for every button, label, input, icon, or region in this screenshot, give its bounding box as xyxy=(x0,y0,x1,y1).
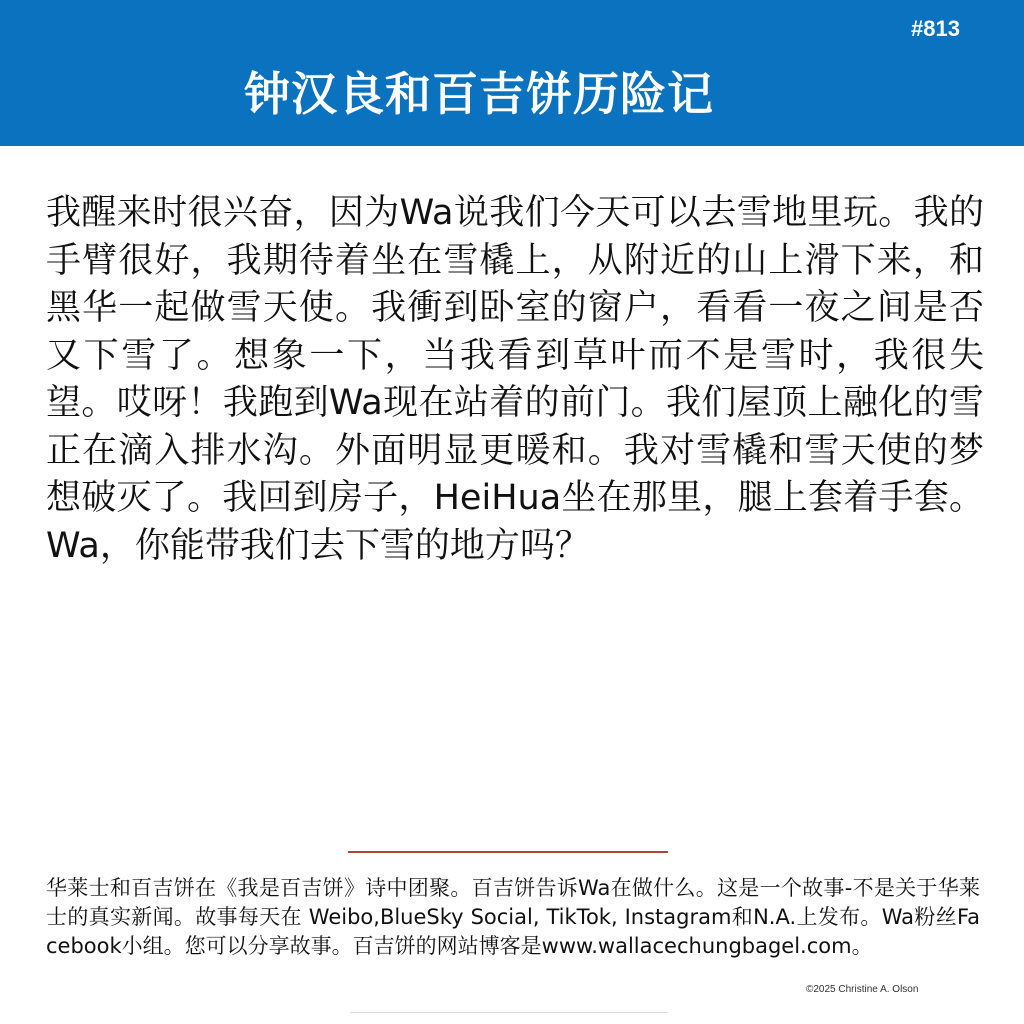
episode-number: #813 xyxy=(911,16,960,41)
page-title: 钟汉良和百吉饼历险记 xyxy=(244,67,714,121)
footer-note: 华莱士和百吉饼在《我是百吉饼》诗中团聚。百吉饼告诉Wa在做什么。这是一个故事-不是关于华莱士的真实新闻。故事每天在 Weibo,BlueSky Social, TikTok, Instagram和N.A.上发布。Wa粉丝Facebook小组。您可以分享故事。百吉饼的网站博客是www.wallacechungbagel.com。 xyxy=(46,876,980,958)
header-bar xyxy=(0,0,1024,146)
copyright-notice: ©2025 Christine A. Olson xyxy=(806,984,919,995)
story-text: 我醒来时很兴奋，因为Wa说我们今天可以去雪地里玩。我的手臂很好，我期待着坐在雪橇上，从附近的山上滑下来，和黑华一起做雪天使。我衝到卧室的窗户，看看一夜之间是否又下雪了。想象一下，当我看到草叶而不是雪时，我很失望。哎呀！我跑到Wa现在站着的前门。我们屋顶上融化的雪正在滴入排水沟。外面明显更暖和。我对雪橇和雪天使的梦想破灭了。我回到房子，HeiHua坐在那里，腿上套着手套。Wa，你能带我们去下雪的地方吗？ xyxy=(46,193,984,566)
divider-line xyxy=(348,851,668,853)
bottom-divider xyxy=(350,1012,668,1013)
